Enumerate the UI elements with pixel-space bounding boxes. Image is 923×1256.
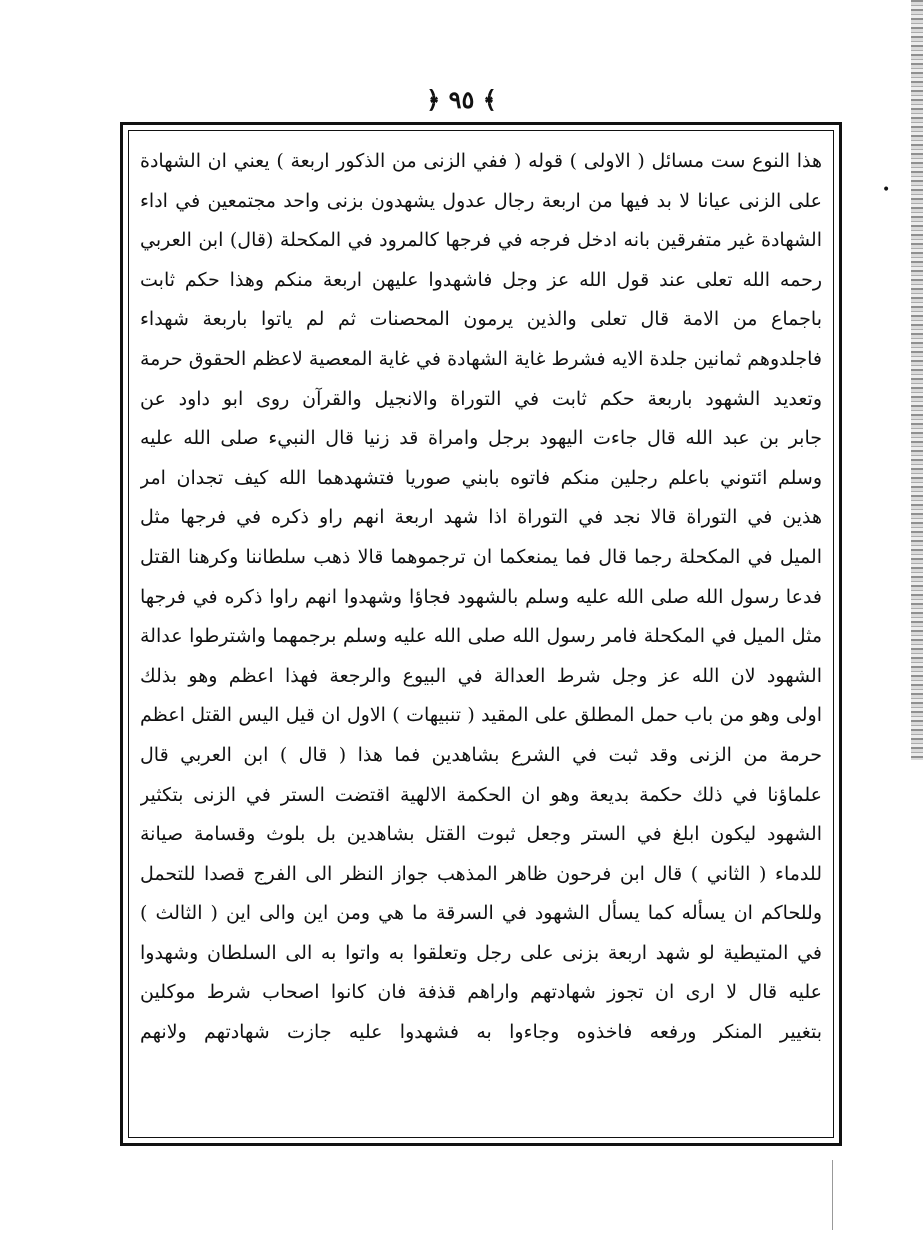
text-line: هذا النوع ست مسائل ( الاولى ) قوله ( ففي الزنى من الذكور اربعة ) يعني ان الشهادة — [140, 150, 822, 172]
scan-margin-line — [832, 1160, 833, 1230]
text-line: على الزنى عيانا لا بد فيها من اربعة رجال عدول يشهدون بزنى واحد مجتمعين في اداء — [140, 189, 822, 212]
text-line: هذين في التوراة قالا نجد في التوراة اذا شهد اربعة انهم راو ذكره في فرجها مثل — [140, 506, 822, 529]
text-line: الميل في المكحلة رجما قال فما يمنعكما ان ترجموهما قالا ذهب سلطاننا وكرهنا القتل — [140, 545, 822, 568]
text-line: رحمه الله تعلى عند قول الله عز وجل فاشهدوا عليهن اربعة منكم وهذا حكم ثابت — [140, 268, 822, 291]
text-line: فاجلدوهم ثمانين جلدة الايه فشرط غاية الشهادة في غاية المعصية لاعظم الحقوق حرمة — [140, 347, 822, 370]
text-line: الشهود لان الله عز وجل شرط العدالة في البيوع والرجعة فهذا اعظم وهو بذلك — [140, 664, 822, 687]
text-line: للدماء ( الثاني ) قال ابن فرحون ظاهر المذهب جواز النظر الى الفرج قصدا للتحمل — [140, 862, 822, 885]
text-line: الشهادة غير متفرقين بانه ادخل فرجه في فرجها كالمرود في المكحلة (قال) ابن العربي — [140, 229, 822, 252]
body-text — [140, 142, 822, 1132]
text-line: مثل الميل في المكحلة فامر رسول الله صلى الله عليه وسلم برجمهما واشترطوا عدالة — [140, 625, 822, 648]
text-line: علماؤنا في ذلك حكمة بديعة وهو ان الحكمة الالهية اقتضت الستر في الزنى بتكثير — [140, 783, 822, 806]
text-line: وللحاكم ان يسأله كما يسأل الشهود في السرقة ما هي ومن اين والى اين ( الثالث ) — [140, 902, 822, 925]
text-line: حرمة من الزنى وقد ثبت في الشرع بشاهدين فما هذا ( قال ) ابن العربي قال — [140, 743, 822, 766]
text-line: بتغيير المنكر ورفعه فاخذوه وجاءوا به فشهدوا عليه جازت شهادتهم ولانهم — [140, 1021, 822, 1044]
text-line: عليه قال لا ارى ان تجوز شهادتهم واراهم قذفة فان كانوا اصحاب شرط موكلين — [140, 981, 822, 1004]
text-line: فدعا رسول الله صلى الله عليه وسلم بالشهود فجاؤا وشهدوا انهم راوا ذكره في فرجها — [140, 585, 822, 608]
text-line: جابر بن عبد الله قال جاءت اليهود برجل وامراة قد زنيا قال النبيء صلى الله عليه — [140, 427, 822, 450]
text-line: وتعديد الشهود باربعة حكم ثابت في التوراة والانجيل والقرآن روى ابو داود عن — [140, 387, 822, 410]
page-number: ﴿ ٩٥ ﴾ — [426, 85, 497, 114]
text-line: في المتيطية لو شهد اربعة بزنى على رجل وتعلقوا به واتوا به الى السلطان وشهدوا — [140, 941, 822, 964]
text-line: اولى وهو من باب حمل المطلق على المقيد ( تنبيهات ) الاول ان قيل اليس القتل اعظم — [140, 704, 822, 727]
text-line: باجماع من الامة قال تعلى والذين يرمون المحصنات ثم لم ياتوا باربعة شهداء — [140, 308, 822, 331]
text-line: وسلم ائتوني باعلم رجلين منكم فاتوه بابني صوريا فتشهدهما الله كيف تجدان امر — [140, 466, 822, 489]
margin-dot: • — [882, 182, 891, 198]
text-line: الشهود ليكون ابلغ في الستر وجعل ثبوت القتل بشاهدين بل بلوث وقسامة صيانة — [140, 823, 822, 846]
